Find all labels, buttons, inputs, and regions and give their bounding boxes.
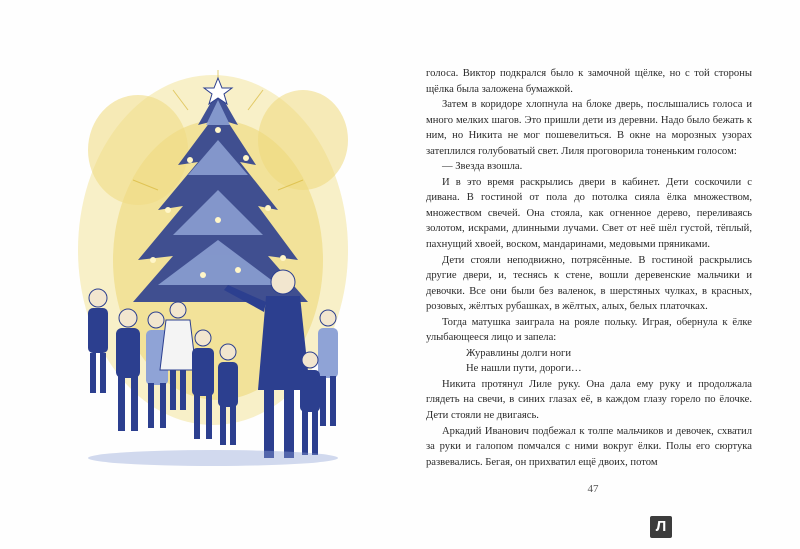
paragraph: — Звезда взошла. (442, 161, 523, 173)
paragraph: голоса. Виктор подкрался было к замочной щёлке, но с той стороны щёлка была заложена бумажкой. (426, 68, 752, 95)
paragraph: Никита протянул Лиле руку. Она дала ему руку и продолжала глядеть на свечи, в синих глазах её, в каждом глазу горело по ёлочке. Дети стояли не двигаясь. (426, 378, 752, 422)
paragraph: Затем в коридоре хлопнула на блоке дверь, послышались голоса и много мелких шагов. Это пришли дети из деревни. Надо было бежать к ним, но Никита не мог пошевелиться. В окне на морозных узорах затеплился голубоватый свет. Лиля проговорила тоненьким голосом: (426, 99, 752, 157)
paragraph: И в это время раскрылись двери в кабинет. Дети соскочили с дивана. В гостиной от пола до потолка сияла ёлка множеством, множеством свечей. Она стояла, как огненное дерево, переливаясь золотом, искрами, длинными лучами. Свет от неё шёл густой, тёплый, пахнущий хвоей, воском, мандаринами, медовыми пряниками. (426, 176, 752, 251)
paragraph: Тогда матушка заиграла на рояле польку. Играя, обернула к ёлке улыбающееся лицо и запела: (426, 316, 752, 344)
page-text (426, 66, 752, 470)
paragraph: Аркадий Иванович подбежал к толпе мальчиков и девочек, схватил за руки и галопом помчался с ними вокруг ёлки. Полы его сюртука развевались. Бегая, он прихватил ещё двоих, потом (426, 425, 752, 468)
verse-line: Не нашли пути, дороги… (466, 363, 582, 375)
song-verse (426, 346, 752, 377)
page-number: 47 (587, 483, 599, 495)
verse-line: Журавлины долги ноги (466, 347, 572, 359)
christmas-tree-illustration (78, 70, 348, 470)
publisher-logo: Л (650, 516, 672, 538)
paragraph: Дети стояли неподвижно, потрясённые. В гостиной раскрылись другие двери, и, теснясь к стене, вошли деревенские мальчики и девочки. Все они были без валенок, в шерстяных чулках, в красных, розовых, жёлтых рубашках, в жёлтых, алых, белых платочках. (426, 254, 752, 313)
